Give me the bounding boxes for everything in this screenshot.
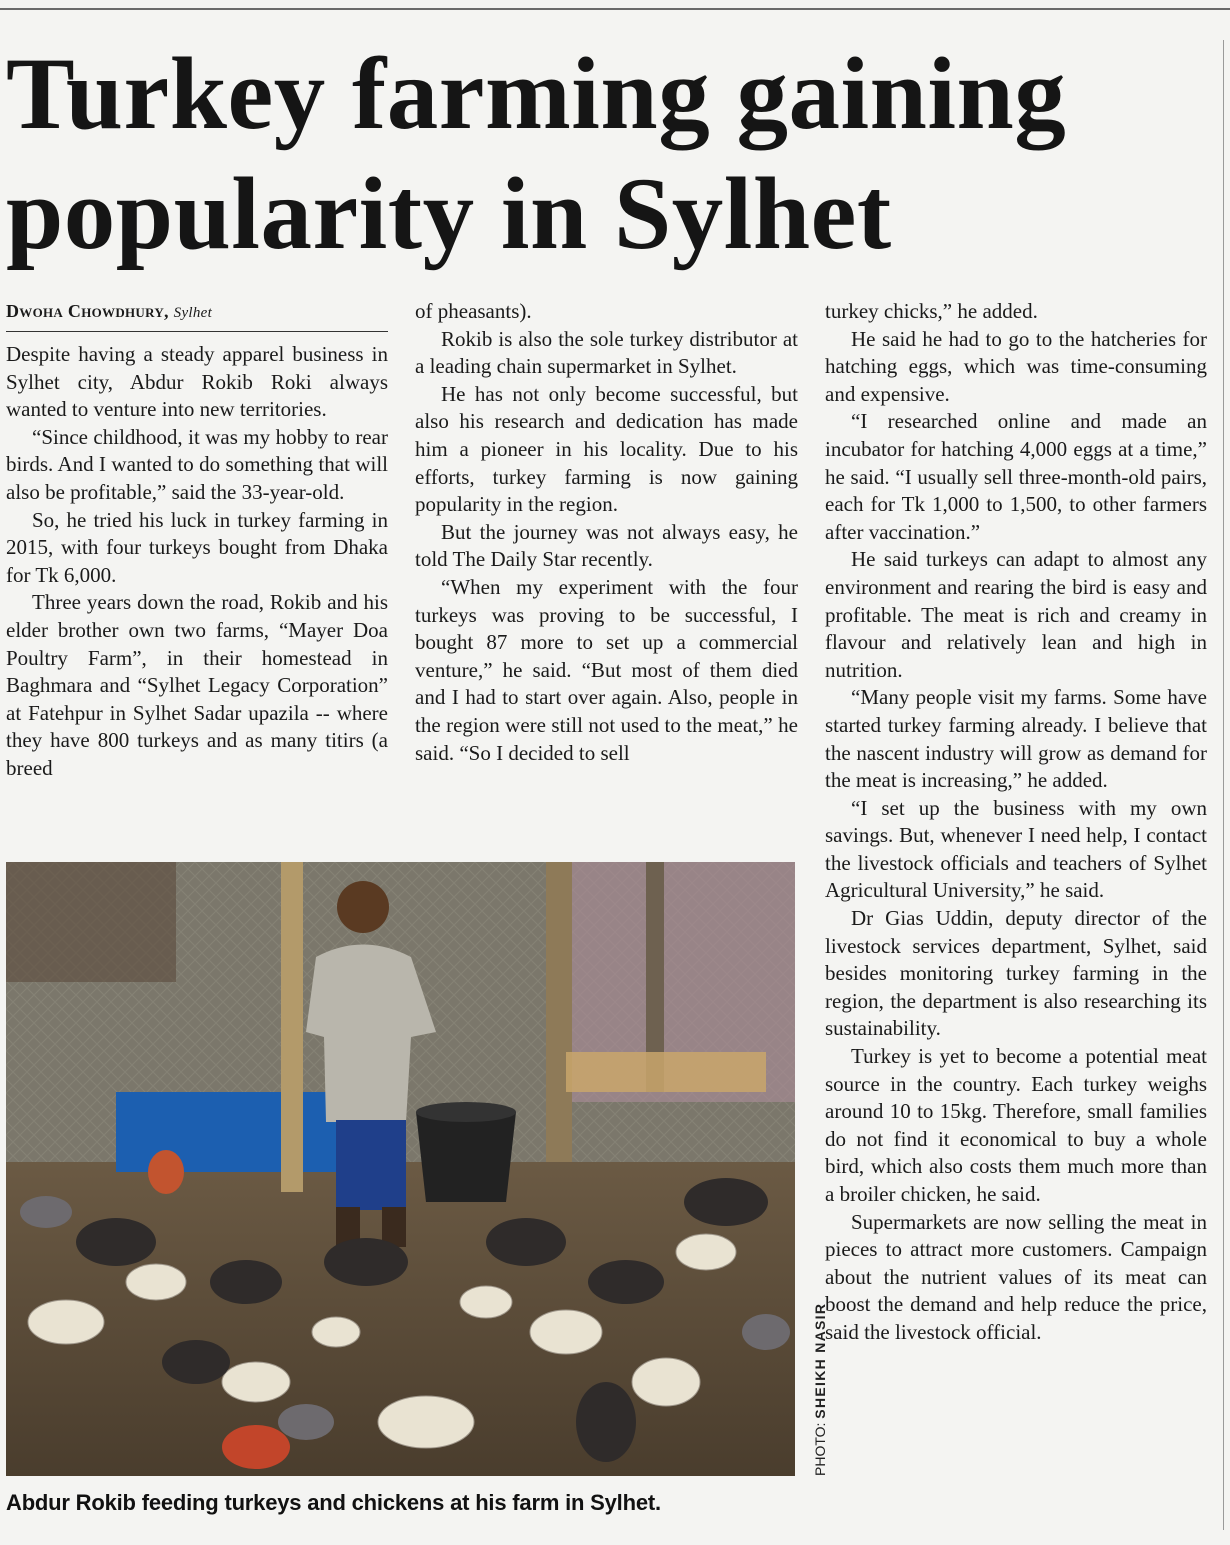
paragraph: Dr Gias Uddin, deputy director of the livestock services department, Sylhet, said besides monitoring turkey farming in the region, the department is also researching its sustainability. — [825, 906, 1207, 1041]
paragraph: Three years down the road, Rokib and his elder brother own two farms, “Mayer Doa Poultry Farm”, in their homestead in Baghmara and “Sylhet Legacy Corporation” at Fatehpur in Sylhet Sadar upazila -- where they have 800 turkeys and as many titirs (a breed — [6, 590, 388, 780]
paragraph: “Many people visit my farms. Some have started turkey farming already. I believe that the nascent industry will grow as demand for the meat is increasing,” he added. — [825, 685, 1207, 793]
paragraph: So, he tried his luck in turkey farming in 2015, with four turkeys bought from Dhaka for Tk 6,000. — [6, 507, 388, 587]
byline-location: Sylhet — [173, 305, 213, 321]
paragraph: Despite having a steady apparel business in Sylhet city, Abdur Rokib Roki always wanted to venture into new territories. — [6, 342, 388, 422]
paragraph: Turkey is yet to become a potential meat source in the country. Each turkey weighs around 10 to 15kg. Therefore, small families do not find it economical to buy a whole bird, which also costs them much more than a broiler chicken, he said. — [825, 1044, 1207, 1206]
column-2 — [415, 298, 798, 767]
paragraph: Rokib is also the sole turkey distributor at a leading chain supermarket in Sylhet. — [415, 326, 798, 379]
photo-credit-label: PHOTO: — [812, 1422, 828, 1476]
photo-caption: Abdur Rokib feeding turkeys and chickens at his farm in Sylhet. — [6, 1490, 661, 1515]
paragraph: “I researched online and made an incubator for hatching 4,000 eggs at a time,” he said. “I usually sell three-month-old pairs, each for Tk 1,000 to 1,500, to other farmers after vaccination.” — [825, 409, 1207, 544]
paragraph: “When my experiment with the four turkeys was proving to be successful, I bought 87 more to set up a commercial venture,” he said. “But most of them died and I had to start over again. Also, people in the region were still not used to the meat,” he said. “So I decided to sell — [415, 574, 798, 765]
photo-credit — [812, 1303, 828, 1476]
byline-author: Dwoha Chowdhury, — [6, 301, 169, 321]
photo-credit-name: SHEIKH NASIR — [812, 1302, 828, 1419]
paragraph: But the journey was not always easy, he told The Daily Star recently. — [415, 519, 798, 572]
paragraph: “I set up the business with my own savings. But, whenever I need help, I contact the livestock officials and teachers of Sylhet Agricultural University,” he said. — [825, 795, 1207, 903]
farm-photo — [6, 862, 795, 1476]
column-1 — [6, 298, 388, 783]
paragraph: Supermarkets are now selling the meat in pieces to attract more customers. Campaign about the nutrient values of its meat can boost the demand and help reduce the price, said the livestock official. — [825, 1209, 1207, 1344]
headline: Turkey farming gaining popularity in Sylhet — [6, 37, 1067, 271]
paragraph: He said turkeys can adapt to almost any environment and rearing the bird is easy and profitable. The meat is rich and creamy in flavour and relatively lean and high in nutrition. — [825, 547, 1207, 682]
paragraph: He said he had to go to the hatcheries for hatching eggs, which was time-consuming and expensive. — [825, 326, 1207, 406]
top-rule — [0, 8, 1230, 10]
paragraph: “Since childhood, it was my hobby to rear birds. And I wanted to do something that will also be profitable,” said the 33-year-old. — [6, 424, 388, 504]
paragraph: turkey chicks,” he added. — [825, 299, 1038, 323]
paragraph: of pheasants). — [415, 299, 532, 323]
farm-scene-illustration — [6, 862, 795, 1476]
column-3 — [825, 298, 1207, 1347]
page-edge-rule — [1223, 40, 1224, 1530]
paragraph: He has not only become successful, but also his research and dedication has made him a pioneer in his locality. Due to his efforts, turkey farming is now gaining popularity in the region. — [415, 381, 798, 517]
byline — [6, 298, 388, 332]
